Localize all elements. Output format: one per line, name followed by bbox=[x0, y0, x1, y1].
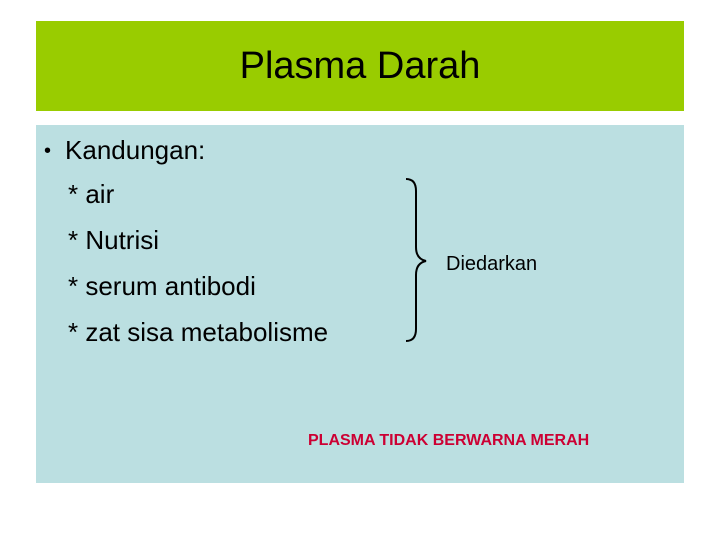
slide-title-banner bbox=[36, 21, 684, 111]
bullet-dot-icon: • bbox=[44, 140, 52, 162]
list-item-air: * air bbox=[68, 179, 115, 209]
bracket-label: Diedarkan bbox=[446, 253, 538, 275]
slide-title: Plasma Darah bbox=[239, 44, 481, 87]
bullet-heading-text: Kandungan: bbox=[65, 135, 206, 165]
list-item-serum-antibodi: * serum antibodi bbox=[68, 271, 256, 301]
plasma-note: PLASMA TIDAK BERWARNA MERAH bbox=[308, 432, 590, 449]
curly-brace-icon bbox=[402, 175, 442, 345]
bullet-heading bbox=[44, 135, 205, 166]
list-item-zat-sisa: * zat sisa metabolisme bbox=[68, 317, 329, 347]
slide-content-panel bbox=[36, 125, 684, 483]
content-list bbox=[68, 179, 328, 363]
list-item-nutrisi: * Nutrisi bbox=[68, 225, 160, 255]
